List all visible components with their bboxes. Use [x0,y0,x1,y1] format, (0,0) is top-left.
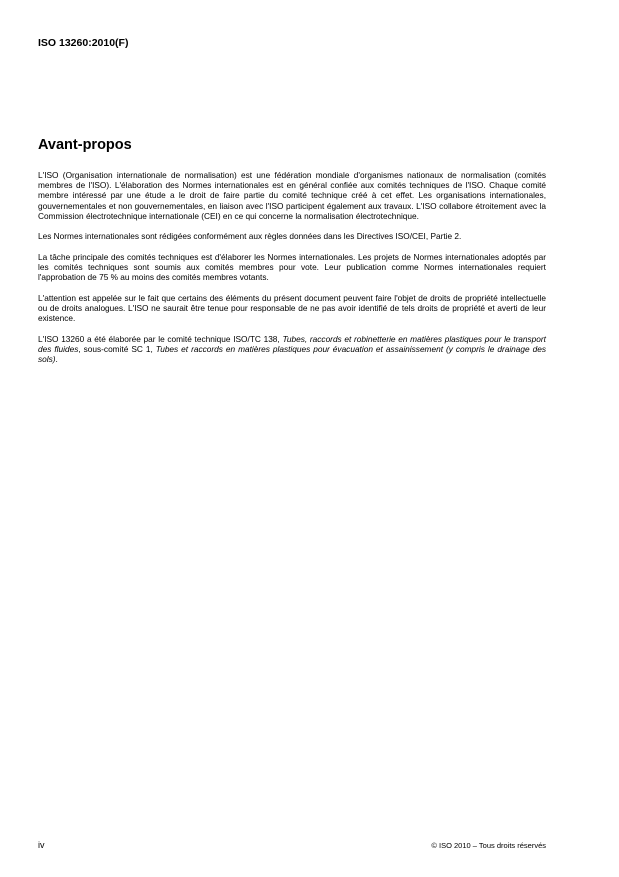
paragraph-patent-rights: L'attention est appelée sur le fait que certains des éléments du présent document peuvent faire l'objet de droits de propriété intellectuelle ou de droits analogues. L'ISO ne saurait être tenue pour responsable de ne pas avoir identifié de tels droits de propriété et averti de leur existence. [38,293,546,324]
document-id-header: ISO 13260:2010(F) [38,37,129,49]
foreword-body [38,170,546,375]
page-number: iv [38,840,45,850]
prepared-by-text-2: , sous-comité SC 1, [78,344,156,355]
paragraph-iso-organisation: L'ISO (Organisation internationale de normalisation) est une fédération mondiale d'organismes nationaux de normalisation (comités membres de l'ISO). L'élaboration des Normes internationales est en général confiée aux comités techniques de l'ISO. Chaque comité membre intéressé par une étude a le droit de faire partie du comité technique créé à cet effet. Les organisations internationales, gouvernementales et non gouvernementales, en liaison avec l'ISO participent également aux travaux. L'ISO collabore étroitement avec la Commission électrotechnique internationale (CEI) en ce qui concerne la normalisation électrotechnique. [38,170,546,221]
paragraph-directives: Les Normes internationales sont rédigées conformément aux règles données dans les Directives ISO/CEI, Partie 2. [38,231,462,242]
committee-title: Tubes, raccords et robinetterie en matières plastiques pour le transport des fluides [38,334,546,355]
prepared-by-text-3: . [55,354,58,365]
paragraph-prepared-by [38,334,546,365]
paragraph-technical-committees: La tâche principale des comités techniques est d'élaborer les Normes internationales. Les projets de Normes internationales adoptés par les comités techniques sont soumis aux comités membres pour vote. Leur publication comme Normes internationales requiert l'approbation de 75 % au moins des comités membres votants. [38,252,546,283]
subcommittee-title: Tubes et raccords en matières plastiques pour évacuation et assainissement (y compris le drainage des sols) [38,344,546,365]
prepared-by-text-1: L'ISO 13260 a été élaborée par le comité technique ISO/TC 138, [38,334,283,344]
section-title: Avant-propos [38,137,132,153]
copyright-notice: © ISO 2010 – Tous droits réservés [431,841,546,850]
